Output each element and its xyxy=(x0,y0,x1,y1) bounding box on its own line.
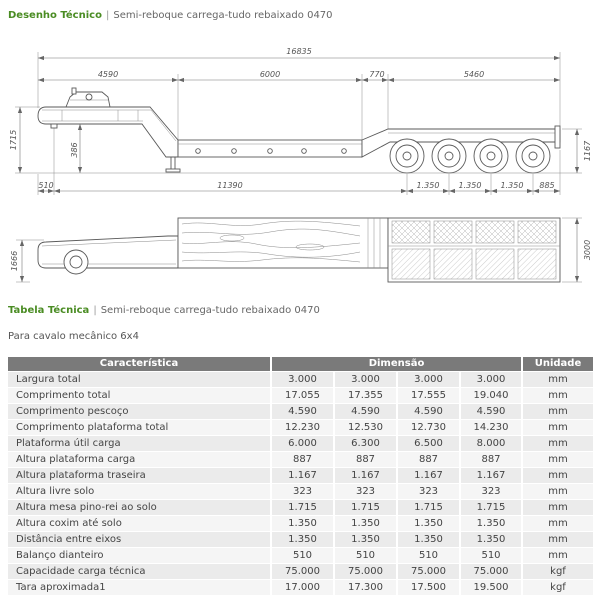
table-row xyxy=(8,484,593,499)
spec-table xyxy=(6,356,595,596)
dimension-cell: 3.000 xyxy=(398,372,459,387)
top-view xyxy=(10,218,592,282)
dim-segment-3-label: 770 xyxy=(369,70,385,79)
spare-wheel xyxy=(64,250,88,274)
dimension-cell: 1.715 xyxy=(335,500,396,515)
dim-overall-label: 16835 xyxy=(286,47,312,56)
section-subtitle: Semi-reboque carrega-tudo rebaixado 0470 xyxy=(100,305,320,316)
dimension-cell: 17.000 xyxy=(272,580,333,595)
table-row xyxy=(8,468,593,483)
dimension-cell: 1.350 xyxy=(335,532,396,547)
title-separator: | xyxy=(93,305,97,316)
characteristic-cell: Altura mesa pino-rei ao solo xyxy=(8,500,270,515)
table-header-row xyxy=(8,357,593,371)
characteristic-cell: Altura plataforma carga xyxy=(8,452,270,467)
drawing-section-title xyxy=(8,10,333,22)
characteristic-cell: Largura total xyxy=(8,372,270,387)
dimension-cell: 1.167 xyxy=(398,468,459,483)
dimension-cell: 3.000 xyxy=(335,372,396,387)
unit-cell: mm xyxy=(523,388,593,403)
dimension-cell: 19.040 xyxy=(461,388,521,403)
unit-cell: mm xyxy=(523,532,593,547)
dimension-cell: 323 xyxy=(335,484,396,499)
wheel xyxy=(516,139,550,173)
table-row xyxy=(8,548,593,563)
characteristic-cell: Altura plataforma traseira xyxy=(8,468,270,483)
dimension-cell: 75.000 xyxy=(272,564,333,579)
dimension-cell: 510 xyxy=(272,548,333,563)
dimension-cell: 887 xyxy=(461,452,521,467)
unit-cell: mm xyxy=(523,484,593,499)
dimension-cell: 510 xyxy=(398,548,459,563)
dim-segment-1-label: 4590 xyxy=(97,70,119,79)
table-section-title xyxy=(8,305,320,317)
unit-cell: mm xyxy=(523,436,593,451)
unit-cell: mm xyxy=(523,452,593,467)
dim-top-right-width-label: 3000 xyxy=(583,239,592,261)
characteristic-cell: Comprimento total xyxy=(8,388,270,403)
table-row xyxy=(8,420,593,435)
kingpin xyxy=(51,124,57,128)
dimension-cell: 12.730 xyxy=(398,420,459,435)
dim-bottom-5-label: 1.350 xyxy=(500,181,524,190)
wheel-top xyxy=(392,249,430,279)
unit-cell: mm xyxy=(523,468,593,483)
dimension-cell: 75.000 xyxy=(461,564,521,579)
dimension-cell: 1.715 xyxy=(272,500,333,515)
table-row xyxy=(8,500,593,515)
side-view xyxy=(9,47,592,195)
table-row xyxy=(8,564,593,579)
dimension-cell: 510 xyxy=(335,548,396,563)
dimension-cell: 12.230 xyxy=(272,420,333,435)
header-unit: Unidade xyxy=(523,357,593,371)
gooseneck xyxy=(38,107,178,157)
dimension-cell: 3.000 xyxy=(272,372,333,387)
dimension-cell: 1.167 xyxy=(335,468,396,483)
dimension-cell: 1.350 xyxy=(398,516,459,531)
dimension-cell: 4.590 xyxy=(461,404,521,419)
dimension-cell: 75.000 xyxy=(398,564,459,579)
dim-bottom-6-label: 885 xyxy=(539,181,555,190)
dim-right-height-label: 1167 xyxy=(583,140,592,162)
wheel-top xyxy=(434,249,472,279)
dimension-cell: 17.555 xyxy=(398,388,459,403)
table-row xyxy=(8,532,593,547)
dimension-cell: 17.300 xyxy=(335,580,396,595)
dim-left-height-label: 1715 xyxy=(9,129,18,151)
dimension-cell: 1.715 xyxy=(398,500,459,515)
dimension-cell: 887 xyxy=(272,452,333,467)
section-subtitle: Semi-reboque carrega-tudo rebaixado 0470 xyxy=(113,10,333,21)
characteristic-cell: Balanço dianteiro xyxy=(8,548,270,563)
gooseneck-top-outline xyxy=(38,236,178,268)
characteristic-cell: Comprimento plataforma total xyxy=(8,420,270,435)
characteristic-cell: Tara aproximada1 xyxy=(8,580,270,595)
section-heading: Tabela Técnica xyxy=(8,305,90,316)
dimension-cell: 1.715 xyxy=(461,500,521,515)
unit-cell: mm xyxy=(523,516,593,531)
dimension-cell: 887 xyxy=(335,452,396,467)
characteristic-cell: Comprimento pescoço xyxy=(8,404,270,419)
dimension-cell: 6.300 xyxy=(335,436,396,451)
dimension-cell: 6.500 xyxy=(398,436,459,451)
unit-cell: mm xyxy=(523,548,593,563)
dimension-cell: 1.350 xyxy=(398,532,459,547)
dimension-cell: 6.000 xyxy=(272,436,333,451)
dimension-cell: 323 xyxy=(461,484,521,499)
header-characteristic: Característica xyxy=(8,357,270,371)
dimension-cell: 75.000 xyxy=(335,564,396,579)
dim-bottom-4-label: 1.350 xyxy=(458,181,482,190)
dimension-cell: 510 xyxy=(461,548,521,563)
title-separator: | xyxy=(105,10,110,21)
dimension-cell: 17.055 xyxy=(272,388,333,403)
table-row xyxy=(8,404,593,419)
dimension-cell: 1.350 xyxy=(461,516,521,531)
dimension-cell: 323 xyxy=(398,484,459,499)
characteristic-cell: Capacidade carga técnica xyxy=(8,564,270,579)
dimension-cell: 1.350 xyxy=(461,532,521,547)
wheel xyxy=(432,139,466,173)
dimension-cell: 1.350 xyxy=(335,516,396,531)
section-heading: Desenho Técnico xyxy=(8,10,102,21)
unit-cell: mm xyxy=(523,500,593,515)
table-note: Para cavalo mecânico 6x4 xyxy=(8,331,139,342)
spec-table-body xyxy=(8,372,593,595)
dimension-cell: 8.000 xyxy=(461,436,521,451)
dimension-cell: 14.230 xyxy=(461,420,521,435)
dimension-cell: 4.590 xyxy=(398,404,459,419)
dimension-cell: 19.500 xyxy=(461,580,521,595)
wheel-top xyxy=(476,249,514,279)
unit-cell: kgf xyxy=(523,564,593,579)
table-row xyxy=(8,452,593,467)
dimension-cell: 4.590 xyxy=(335,404,396,419)
dim-top-left-width-label: 1666 xyxy=(10,250,19,272)
table-row xyxy=(8,580,593,595)
wheel-top xyxy=(518,249,556,279)
dim-bottom-3-label: 1.350 xyxy=(416,181,440,190)
dimension-cell: 887 xyxy=(398,452,459,467)
dimension-cell: 1.350 xyxy=(272,516,333,531)
dimension-cell: 12.530 xyxy=(335,420,396,435)
dimension-cell: 1.167 xyxy=(461,468,521,483)
rear-bumper xyxy=(555,126,560,148)
unit-cell: mm xyxy=(523,372,593,387)
unit-cell: mm xyxy=(523,420,593,435)
loading-platform xyxy=(178,140,362,157)
dim-bottom-1-label: 510 xyxy=(38,181,54,190)
table-row xyxy=(8,436,593,451)
dimension-cell: 1.350 xyxy=(272,532,333,547)
dim-segment-2-label: 6000 xyxy=(259,70,281,79)
unit-cell: kgf xyxy=(523,580,593,595)
dimension-cell: 323 xyxy=(272,484,333,499)
deck-top-outline xyxy=(178,218,388,268)
dimension-cell: 4.590 xyxy=(272,404,333,419)
landing-gear xyxy=(166,157,180,172)
characteristic-cell: Altura coxim até solo xyxy=(8,516,270,531)
characteristic-cell: Altura livre solo xyxy=(8,484,270,499)
rear-section-top xyxy=(388,218,560,282)
table-row xyxy=(8,372,593,387)
header-dimension: Dimensão xyxy=(272,357,521,371)
characteristic-cell: Distância entre eixos xyxy=(8,532,270,547)
dimension-cell: 17.355 xyxy=(335,388,396,403)
dimension-cell: 1.167 xyxy=(272,468,333,483)
unit-cell: mm xyxy=(523,404,593,419)
dim-inner-height-label: 386 xyxy=(70,142,79,158)
table-row xyxy=(8,388,593,403)
dim-bottom-2-label: 11390 xyxy=(217,181,243,190)
dimension-cell: 3.000 xyxy=(461,372,521,387)
wheel xyxy=(474,139,508,173)
table-row xyxy=(8,516,593,531)
wheel xyxy=(390,139,424,173)
characteristic-cell: Plataforma útil carga xyxy=(8,436,270,451)
gooseneck-top-module xyxy=(66,88,110,107)
dim-segment-4-label: 5460 xyxy=(463,70,485,79)
technical-drawing xyxy=(0,0,598,292)
dimension-cell: 17.500 xyxy=(398,580,459,595)
